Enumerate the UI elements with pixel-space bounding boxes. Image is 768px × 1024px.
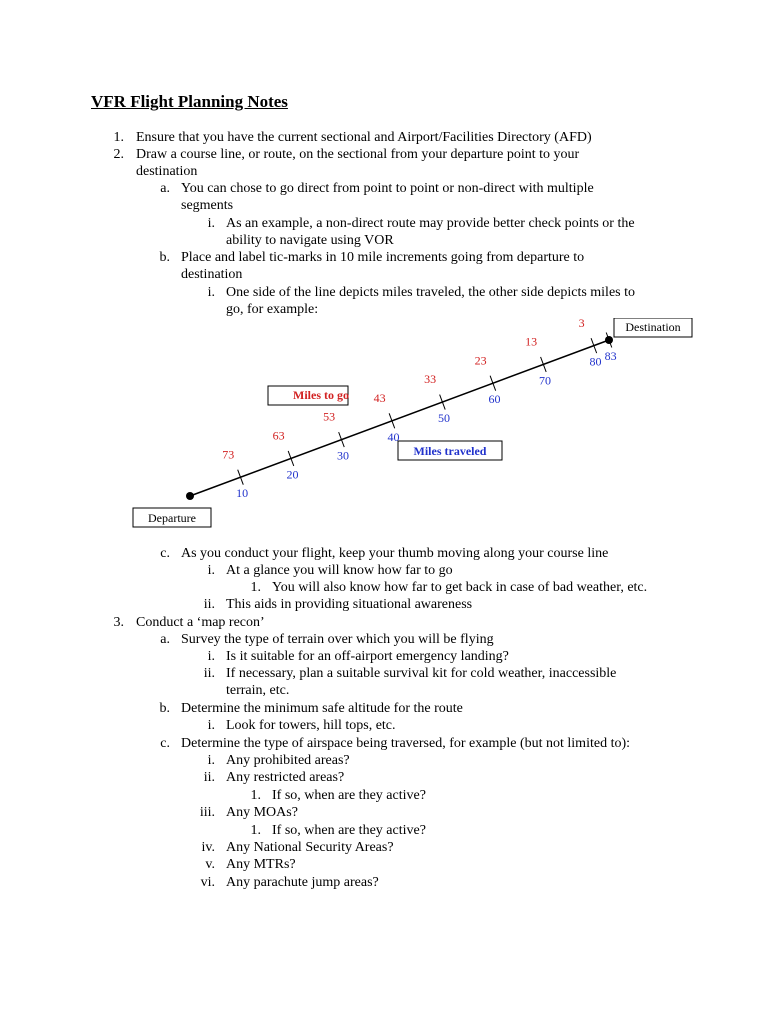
- item-marker: v.: [205, 857, 215, 872]
- miles-traveled-value: 83: [604, 348, 617, 363]
- course-line: [190, 340, 609, 496]
- miles-to-go-value: 73: [222, 447, 235, 462]
- miles-traveled-value: 20: [286, 467, 299, 482]
- item-marker: iii.: [199, 805, 215, 820]
- item-text: Survey the type of terrain over which you will be flying: [181, 632, 494, 647]
- miles-to-go-value: 63: [272, 428, 285, 443]
- destination-label: Destination: [625, 320, 681, 334]
- item-text: Any MOAs?: [226, 805, 298, 820]
- item-text-cont: destination: [181, 267, 243, 282]
- item-text: One side of the line depicts miles traveled, the other side depicts miles to: [226, 285, 636, 300]
- item-marker: i.: [207, 563, 215, 578]
- item-marker: 1.: [250, 788, 261, 803]
- item-text: You will also know how far to get back in case of bad weather, etc.: [272, 580, 648, 595]
- item-marker: ii.: [203, 666, 215, 681]
- item-marker: a.: [160, 632, 170, 647]
- item-text-cont: segments: [181, 198, 234, 213]
- item-text: Look for towers, hill tops, etc.: [226, 718, 396, 733]
- item-text: Determine the minimum safe altitude for the route: [181, 701, 463, 716]
- item-text-cont: destination: [136, 164, 198, 179]
- item-text: Is it suitable for an off-airport emergency landing?: [226, 649, 509, 664]
- departure-label: Departure: [148, 511, 196, 525]
- item-text: You can chose to go direct from point to point or non-direct with multiple: [181, 181, 594, 196]
- item-marker: i.: [207, 216, 215, 231]
- miles-to-go-label: Miles to go: [293, 388, 349, 402]
- item-marker: 2.: [113, 147, 124, 162]
- miles-to-go-value: 13: [525, 334, 538, 349]
- item-marker: b.: [159, 701, 170, 716]
- item-text: Any restricted areas?: [226, 770, 345, 785]
- item-marker: i.: [207, 718, 215, 733]
- miles-diagram: [0, 318, 768, 538]
- item-marker: c.: [160, 736, 170, 751]
- item-text: Any MTRs?: [226, 857, 296, 872]
- item-marker: iv.: [201, 840, 215, 855]
- item-text: If necessary, plan a suitable survival kit for cold weather, inaccessible: [226, 666, 617, 681]
- item-text: Determine the type of airspace being traversed, for example (but not limited to):: [181, 736, 631, 751]
- miles-traveled-value: 10: [236, 486, 249, 501]
- item-marker: vi.: [200, 875, 215, 890]
- item-text: This aids in providing situational awareness: [226, 597, 473, 612]
- item-text: As an example, a non-direct route may provide better check points or the: [226, 216, 635, 231]
- miles-to-go-value: 53: [323, 409, 336, 424]
- item-marker: ii.: [203, 770, 215, 785]
- miles-traveled-value: 60: [488, 392, 501, 407]
- miles-traveled-value: 80: [589, 354, 602, 369]
- miles-to-go-value: 33: [424, 372, 437, 387]
- item-text: If so, when are they active?: [272, 788, 426, 803]
- item-marker: a.: [160, 181, 170, 196]
- item-marker: 1.: [250, 580, 261, 595]
- item-text: Any parachute jump areas?: [226, 875, 379, 890]
- item-text-cont: terrain, etc.: [226, 683, 290, 698]
- miles-traveled-value: 30: [337, 448, 350, 463]
- miles-to-go-value: 43: [373, 390, 386, 405]
- miles-traveled-value: 70: [538, 373, 551, 388]
- item-marker: b.: [159, 250, 170, 265]
- item-text: Place and label tic-marks in 10 mile increments going from departure to: [181, 250, 585, 265]
- item-marker: c.: [160, 546, 170, 561]
- item-marker: i.: [207, 285, 215, 300]
- departure-point: [186, 492, 194, 500]
- miles-traveled-value: 50: [437, 411, 450, 426]
- item-text: Conduct a ‘map recon’: [136, 615, 265, 630]
- item-text: At a glance you will know how far to go: [226, 563, 453, 578]
- miles-to-go-value: 3: [578, 318, 585, 330]
- item-marker: i.: [207, 649, 215, 664]
- item-text-cont: ability to navigate using VOR: [226, 233, 394, 248]
- miles-traveled-label: Miles traveled: [413, 444, 487, 458]
- miles-to-go-value: 23: [474, 353, 487, 368]
- item-marker: i.: [207, 753, 215, 768]
- item-marker: ii.: [203, 597, 215, 612]
- page-title: VFR Flight Planning Notes: [91, 92, 288, 111]
- item-marker: 1.: [113, 130, 124, 145]
- item-text: As you conduct your flight, keep your thumb moving along your course line: [181, 546, 609, 561]
- item-text: If so, when are they active?: [272, 823, 426, 838]
- item-marker: 1.: [250, 823, 261, 838]
- item-marker: 3.: [113, 615, 124, 630]
- item-text: Any National Security Areas?: [226, 840, 394, 855]
- item-text: Any prohibited areas?: [226, 753, 350, 768]
- miles-traveled-value: 40: [387, 429, 400, 444]
- item-text: Draw a course line, or route, on the sectional from your departure point to your: [136, 147, 580, 162]
- item-text-cont: go, for example:: [226, 302, 319, 317]
- item-text: Ensure that you have the current sectional and Airport/Facilities Directory (AFD): [136, 130, 592, 145]
